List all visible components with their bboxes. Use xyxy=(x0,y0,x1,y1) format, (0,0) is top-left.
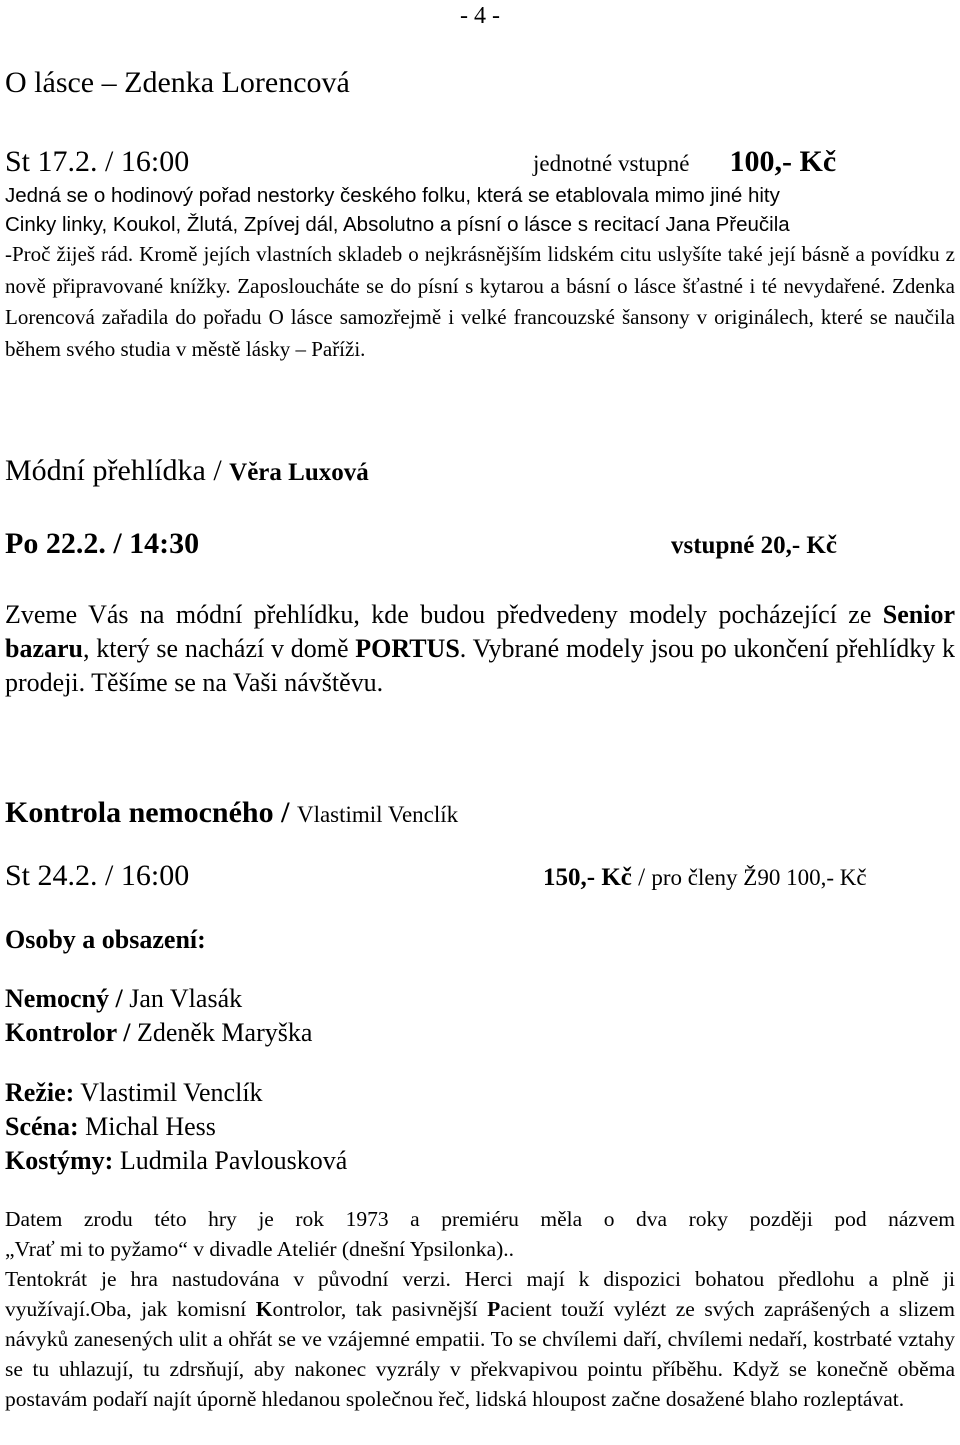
cast-name: Zdeněk Maryška xyxy=(136,1018,313,1047)
desc-text-4a: Oba, jak komisní xyxy=(90,1297,256,1321)
crew-role: Kostýmy: xyxy=(5,1146,114,1175)
event1-price: 100,- Kč xyxy=(729,145,837,178)
crew-item xyxy=(5,1110,347,1144)
event2-paragraph xyxy=(5,598,955,700)
event3-cast-list xyxy=(5,982,312,1050)
event1-date-row xyxy=(5,144,955,180)
crew-role: Scéna: xyxy=(5,1112,79,1141)
event2-author: Věra Luxová xyxy=(229,459,369,486)
event3-title-row xyxy=(5,796,458,832)
cast-sep: / xyxy=(116,1018,137,1047)
desc-line-1: Datem zrodu této hry je rok 1973 a premiéru měla o dva roky později pod názvem xyxy=(5,1207,955,1231)
desc-line-2: „Vrať mi to pyžamo“ v divadle Ateliér (dnešní Ypsilonka).. xyxy=(5,1237,515,1261)
desc-k: K xyxy=(255,1297,273,1321)
page-number: - 4 - xyxy=(460,3,500,29)
event1-price-label: jednotné vstupné xyxy=(533,151,690,176)
cast-heading-text: Osoby a obsazení: xyxy=(5,925,206,954)
crew-item xyxy=(5,1144,347,1178)
event2-title: Módní přehlídka xyxy=(5,454,206,487)
event3-description xyxy=(5,1204,955,1414)
event1-paragraph: -Proč žiješ rád. Kromě jejích vlastních skladeb o nejkrásnějším lidském citu uslyšíte také její básně a povídku z nově připravované knížky. Zaposloucháte se do písní s kytarou a básní o lásce šťastné i té nevydařené. Zdenka Lorencová zařadila do pořadu O lásce samozřejmě i velké francouzské šansony v originálech, které se naučila během svého studia v městě lásky – Paříži. xyxy=(5,242,955,361)
event1-intro xyxy=(5,181,955,239)
event3-date-row xyxy=(5,858,955,894)
crew-name: Michal Hess xyxy=(78,1112,216,1141)
event2-portus: PORTUS xyxy=(355,634,460,663)
event1-line-2: Cinky linky, Koukol, Žlutá, Zpívej dál, Absolutno a písní o lásce s recitací Jana Přeučila xyxy=(5,213,790,236)
desc-text-3: Tentokrát je hra nastudována v původní verzi. Herci mají k dispozici bohatou předlohu a plně ji využívají. xyxy=(5,1267,955,1321)
event2-date: Po 22.2. / 14:30 xyxy=(5,527,200,560)
crew-name: Vlastimil Venclík xyxy=(74,1078,263,1107)
event2-date-row xyxy=(5,526,955,562)
event2-senior-bazar: Senior bazaru xyxy=(5,600,955,663)
crew-role: Režie: xyxy=(5,1078,75,1107)
crew-name: Ludmila Pavlousková xyxy=(113,1146,348,1175)
cast-item xyxy=(5,1016,312,1050)
event2-text-1: Zveme Vás na módní přehlídku, kde budou předvedeny modely pocházející ze xyxy=(5,600,883,629)
event3-price-group xyxy=(543,858,867,896)
crew-item xyxy=(5,1076,347,1110)
event3-crew-list xyxy=(5,1076,347,1178)
desc-text-4b: ontrolor, tak pasivnější xyxy=(272,1297,488,1321)
cast-role: Nemocný xyxy=(5,984,109,1013)
event2-text-2: , který se nachází v domě xyxy=(83,634,356,663)
event3-price-sep: / xyxy=(631,864,652,891)
event3-title-sep: / xyxy=(273,796,297,829)
event1-date: St 17.2. / 16:00 xyxy=(5,145,190,178)
event3-price-members: pro členy Ž90 100,- Kč xyxy=(651,865,867,890)
desc-paragraph xyxy=(5,1264,955,1414)
event2-price: vstupné 20,- Kč xyxy=(671,532,837,559)
event1-title: O lásce – Zdenka Lorencová xyxy=(5,66,350,99)
event3-author: Vlastimil Venclík xyxy=(296,802,459,827)
desc-text-4c: acient touží vylézt ze svých zaprášených a slizem návyků zanesených ulit a ohřát se ve vzájemné empatii. To se chvílemi daří, chvílemi nedaří, kostrbaté vztahy se tu uhlazují, tu zdrsňují, aby nakonec vyzrály v překvapivou pointu příběhu. Když se konečně oběma postavám podaří najít úporně hledanou společnou řeč, lidská hloupost začne dosažené blaho rozleptávat. xyxy=(5,1297,955,1411)
desc-p: P xyxy=(487,1297,501,1321)
event1-price-group xyxy=(533,144,836,182)
event1-line-1: Jedná se o hodinový pořad nestorky českého folku, která se etablovala mimo jiné hity xyxy=(5,184,780,207)
cast-name: Jan Vlasák xyxy=(129,984,243,1013)
event3-title: Kontrola nemocného xyxy=(5,796,274,829)
event2-text-3: . Vybrané modely jsou po ukončení přehlídky k prodeji. Těšíme se na Vaši návštěvu. xyxy=(5,634,955,697)
event2-title-sep: / xyxy=(205,454,230,487)
event3-price: 150,- Kč xyxy=(543,864,632,891)
event3-date: St 24.2. / 16:00 xyxy=(5,859,190,892)
cast-item xyxy=(5,982,312,1016)
event2-title-row xyxy=(5,454,369,490)
event3-cast-heading xyxy=(5,924,206,956)
cast-sep: / xyxy=(108,984,130,1013)
cast-role: Kontrolor xyxy=(5,1018,117,1047)
